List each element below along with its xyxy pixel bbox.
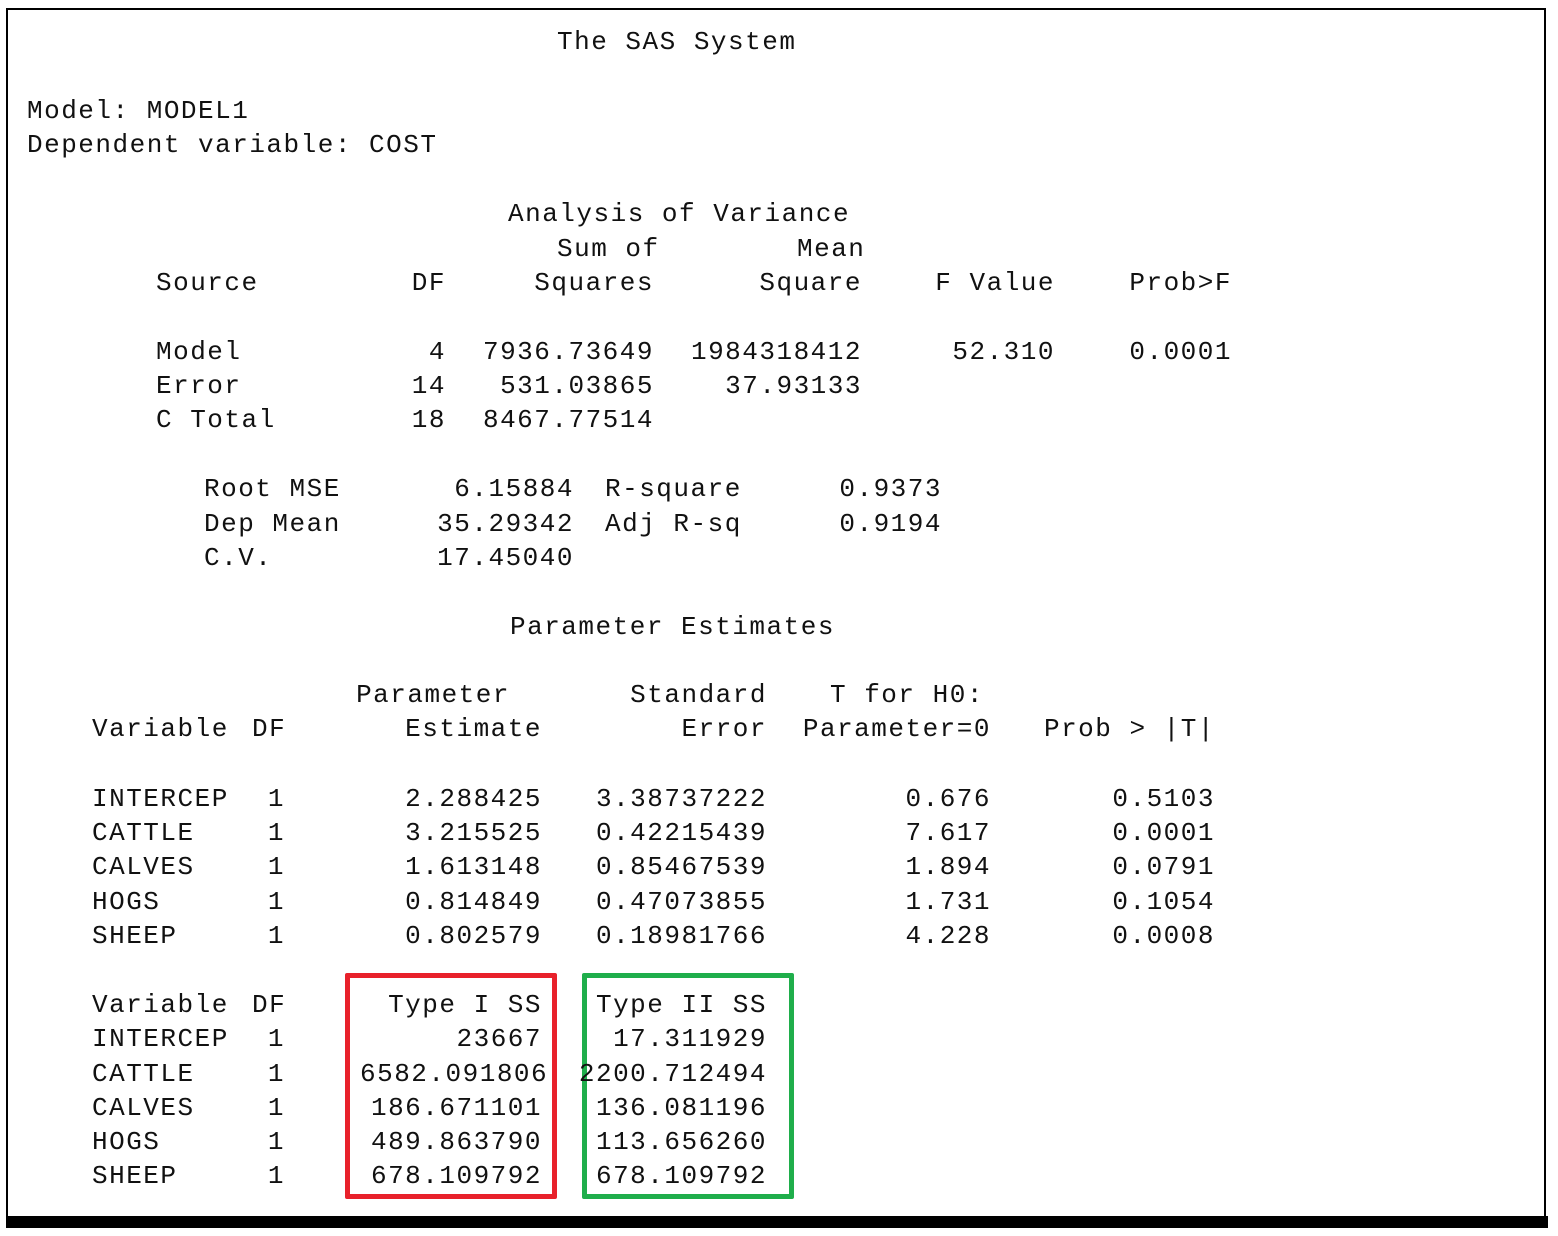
param-est: 3.215525 xyxy=(405,818,542,848)
param-df: 1 xyxy=(267,887,285,917)
param-p: 0.5103 xyxy=(1112,784,1215,814)
param-df: 1 xyxy=(267,818,285,848)
param-var: SHEEP xyxy=(92,921,178,951)
anova-hdr-sum-of: Sum of xyxy=(557,234,660,264)
params-hdr-variable: Variable xyxy=(92,714,229,744)
ss-type2: 2200.712494 xyxy=(578,1059,767,1089)
fit-cv-label: C.V. xyxy=(204,543,273,573)
params-hdr-prob: Prob > |T| xyxy=(1043,714,1215,744)
param-se: 0.42215439 xyxy=(595,818,767,848)
bottom-border xyxy=(6,1216,1548,1228)
anova-row-ss: 7936.73649 xyxy=(482,337,654,367)
fit-dep-mean-label: Dep Mean xyxy=(204,509,341,539)
params-hdr-parameter: Parameter xyxy=(356,680,510,710)
ss-var: CATTLE xyxy=(92,1059,195,1089)
ss-df: 1 xyxy=(267,1024,285,1054)
param-se: 0.18981766 xyxy=(595,921,767,951)
anova-row-df: 18 xyxy=(411,405,446,435)
param-t: 4.228 xyxy=(905,921,991,951)
params-hdr-tfor: T for H0: xyxy=(830,680,984,710)
ss-type1: 489.863790 xyxy=(370,1127,542,1157)
param-t: 1.731 xyxy=(905,887,991,917)
fit-cv-value: 17.45040 xyxy=(437,543,574,573)
param-est: 0.814849 xyxy=(405,887,542,917)
params-hdr-df: DF xyxy=(252,714,287,744)
param-t: 7.617 xyxy=(905,818,991,848)
params-hdr-error: Error xyxy=(681,714,767,744)
model-line: Model: MODEL1 xyxy=(27,96,250,126)
anova-row-ms: 1984318412 xyxy=(690,337,862,367)
anova-hdr-source: Source xyxy=(156,268,259,298)
param-p: 0.0001 xyxy=(1112,818,1215,848)
param-t: 1.894 xyxy=(905,852,991,882)
anova-row-ss: 8467.77514 xyxy=(482,405,654,435)
anova-row-ms: 37.93133 xyxy=(725,371,862,401)
anova-row-ss: 531.03865 xyxy=(500,371,654,401)
params-hdr-standard: Standard xyxy=(630,680,767,710)
ss-type1: 186.671101 xyxy=(370,1093,542,1123)
ss-var: HOGS xyxy=(92,1127,161,1157)
anova-row-source: Error xyxy=(156,371,242,401)
param-df: 1 xyxy=(267,852,285,882)
param-se: 0.47073855 xyxy=(595,887,767,917)
param-var: HOGS xyxy=(92,887,161,917)
ss-hdr-variable: Variable xyxy=(92,990,229,1020)
param-df: 1 xyxy=(267,784,285,814)
fit-adj-value: 0.9194 xyxy=(839,509,942,539)
dependent-line: Dependent variable: COST xyxy=(27,130,438,160)
anova-row-df: 4 xyxy=(428,337,446,367)
anova-title: Analysis of Variance xyxy=(508,199,851,229)
ss-type2: 136.081196 xyxy=(595,1093,767,1123)
param-est: 2.288425 xyxy=(405,784,542,814)
ss-df: 1 xyxy=(267,1059,285,1089)
ss-type2: 17.311929 xyxy=(613,1024,767,1054)
page-title: The SAS System xyxy=(557,27,797,57)
param-var: INTERCEP xyxy=(92,784,229,814)
param-est: 1.613148 xyxy=(405,852,542,882)
anova-row-source: C Total xyxy=(156,405,276,435)
anova-row-p: 0.0001 xyxy=(1129,337,1232,367)
anova-hdr-df: DF xyxy=(411,268,446,298)
ss-type1: 6582.091806 xyxy=(360,1059,549,1089)
ss-hdr-type2: Type II SS xyxy=(595,990,767,1020)
ss-var: SHEEP xyxy=(92,1161,178,1191)
ss-hdr-type1: Type I SS xyxy=(388,990,542,1020)
anova-row-f: 52.310 xyxy=(952,337,1055,367)
ss-df: 1 xyxy=(267,1161,285,1191)
param-p: 0.0008 xyxy=(1112,921,1215,951)
ss-type2: 113.656260 xyxy=(595,1127,767,1157)
fit-adj-label: Adj R-sq xyxy=(605,509,742,539)
param-var: CATTLE xyxy=(92,818,195,848)
params-title: Parameter Estimates xyxy=(510,612,835,642)
anova-hdr-squares: Squares xyxy=(534,268,654,298)
ss-df: 1 xyxy=(267,1127,285,1157)
param-p: 0.0791 xyxy=(1112,852,1215,882)
params-hdr-t: Parameter=0 xyxy=(802,714,991,744)
fit-dep-mean-value: 35.29342 xyxy=(437,509,574,539)
param-var: CALVES xyxy=(92,852,195,882)
param-df: 1 xyxy=(267,921,285,951)
ss-var: INTERCEP xyxy=(92,1024,229,1054)
param-est: 0.802579 xyxy=(405,921,542,951)
fit-root-mse-label: Root MSE xyxy=(204,474,341,504)
ss-type1: 678.109792 xyxy=(370,1161,542,1191)
ss-hdr-df: DF xyxy=(252,990,287,1020)
anova-row-df: 14 xyxy=(411,371,446,401)
param-t: 0.676 xyxy=(905,784,991,814)
param-p: 0.1054 xyxy=(1112,887,1215,917)
ss-df: 1 xyxy=(267,1093,285,1123)
ss-type1: 23667 xyxy=(456,1024,542,1054)
anova-hdr-fvalue: F Value xyxy=(935,268,1055,298)
fit-root-mse-value: 6.15884 xyxy=(454,474,574,504)
fit-rsq-label: R-square xyxy=(605,474,742,504)
anova-hdr-mean: Mean xyxy=(797,234,866,264)
anova-hdr-prob: Prob>F xyxy=(1129,268,1232,298)
param-se: 3.38737222 xyxy=(595,784,767,814)
ss-type2: 678.109792 xyxy=(595,1161,767,1191)
fit-rsq-value: 0.9373 xyxy=(839,474,942,504)
anova-row-source: Model xyxy=(156,337,242,367)
param-se: 0.85467539 xyxy=(595,852,767,882)
anova-hdr-square: Square xyxy=(759,268,862,298)
params-hdr-estimate: Estimate xyxy=(405,714,542,744)
ss-var: CALVES xyxy=(92,1093,195,1123)
